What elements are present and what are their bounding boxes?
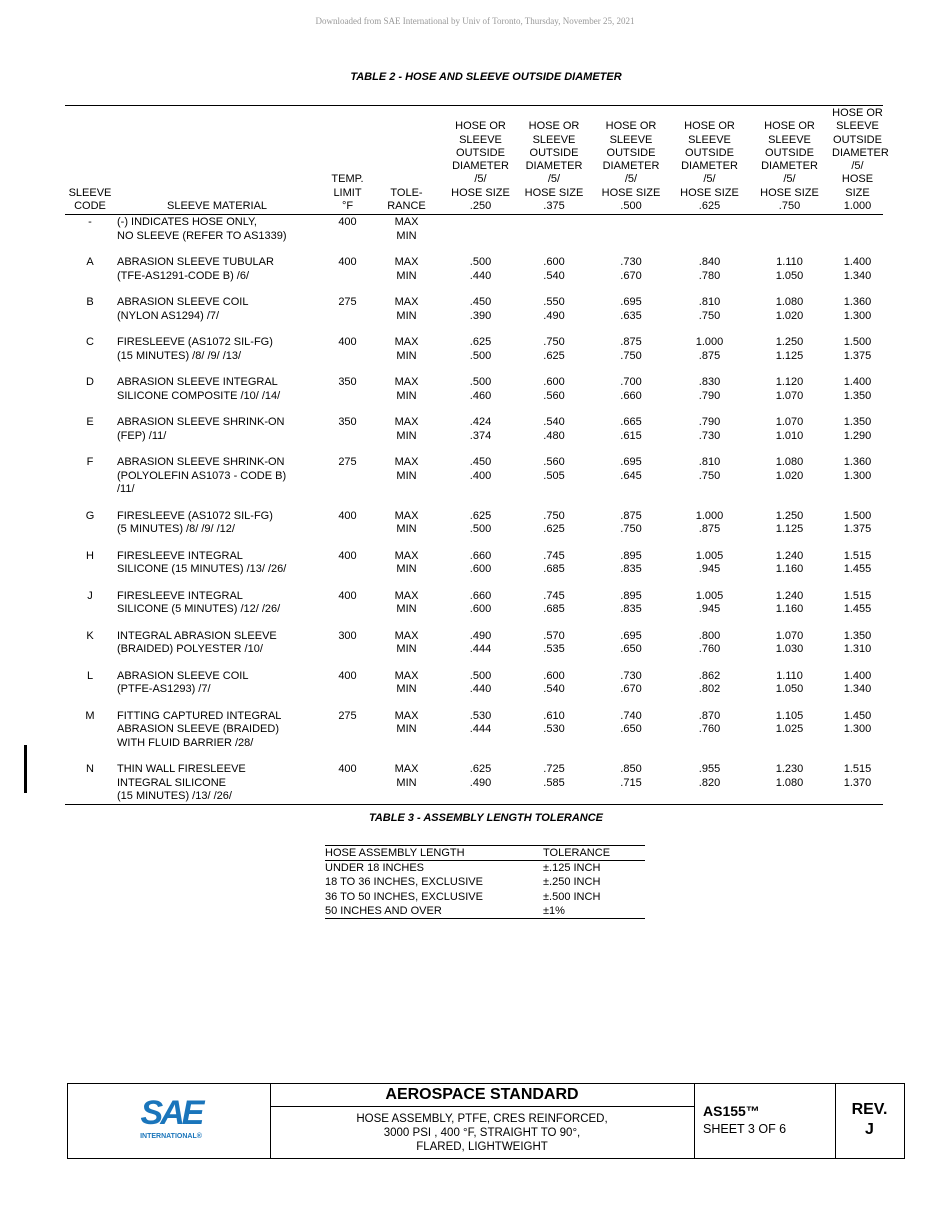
document-description: HOSE ASSEMBLY, PTFE, CRES REINFORCED, 3000 PSI , 400 °F, STRAIGHT TO 90°, FLARED, LIGHTWEIGHT [356, 1113, 608, 1153]
table3-cell-length: UNDER 18 INCHES [325, 862, 425, 874]
table2-cell-d500: .730 .670 [620, 669, 642, 696]
document-type: AEROSPACE STANDARD [270, 1084, 694, 1107]
title-block-logo-cell [68, 1084, 271, 1158]
table2-cell-code: - [88, 216, 92, 229]
table2-cell-d375: .600 .560 [543, 376, 565, 402]
table2-cell-d625 [672, 215, 747, 257]
table2-cell-material: ABRASION SLEEVE SHRINK-ON (FEP) /11/ [117, 416, 285, 442]
table2-cell-tol: MAX MIN [394, 589, 419, 616]
table2-cell-d250: .450 .400 [469, 456, 492, 482]
table2-cell-d1000 [832, 215, 883, 257]
table2-cell-code: D [86, 376, 94, 389]
header-hose-assembly-length: HOSE ASSEMBLY LENGTH [325, 846, 543, 861]
table2-row-l [65, 670, 883, 710]
table2-row-a [65, 256, 883, 296]
table2-row-g [65, 510, 883, 550]
header-hose-size-625: HOSE OR SLEEVE OUTSIDE DIAMETER /5/ HOSE SIZE .625 [672, 106, 747, 215]
table2-cell-material: FIRESLEEVE INTEGRAL SILICONE (5 MINUTES) /12/ /26/ [117, 589, 281, 616]
revision-letter: REV. J [851, 1101, 888, 1138]
table2-cell-code: F [86, 456, 94, 469]
table2-cell-code: N [65, 763, 115, 804]
table2-cell-d1000: 1.350 1.290 [843, 416, 872, 442]
table2-cell-d625: .955 .820 [672, 763, 747, 804]
table2-cell-material: (-) INDICATES HOSE ONLY, NO SLEEVE (REFER TO AS1339) [117, 216, 287, 242]
table2-cell-code: L [86, 669, 94, 682]
table2-cell-d625: 1.005 .945 [695, 589, 724, 616]
table2-cell-material: ABRASION SLEEVE SHRINK-ON (POLYOLEFIN AS1073 - CODE B) /11/ [117, 456, 287, 496]
table2-cell-d250: .625 .500 [469, 509, 492, 536]
table3-header-row [325, 846, 645, 861]
table2-cell-d750 [747, 215, 832, 257]
header-hose-size-500: HOSE OR SLEEVE OUTSIDE DIAMETER /5/ HOSE SIZE .500 [590, 106, 672, 215]
table2-cell-tol: MAX MIN [394, 709, 419, 736]
table2-cell-d500: .695 .650 [620, 629, 642, 656]
table2-row-e [65, 416, 883, 456]
table2-cell-d625: .800 .760 [698, 629, 721, 656]
table2-cell-d750: 1.110 1.050 [775, 256, 804, 282]
header-hose-size-375: HOSE OR SLEEVE OUTSIDE DIAMETER /5/ HOSE SIZE .375 [518, 106, 590, 215]
table2-cell-d750: 1.110 1.050 [775, 669, 804, 696]
table2-cell-d250: .625 .500 [469, 336, 492, 362]
table2-cell-material: ABRASION SLEEVE COIL (NYLON AS1294) /7/ [117, 296, 249, 322]
table2-cell-d375: .560 .505 [543, 456, 565, 482]
sae-logo-graphic [136, 1094, 206, 1150]
table2-cell-tol: MAX MIN [394, 669, 419, 696]
table2-cell-d625: .862 .802 [698, 669, 721, 696]
table2-cell-d500 [590, 215, 672, 257]
table2-row-n [65, 763, 883, 804]
table2-cell-d250: .500 .440 [469, 256, 492, 282]
header-hose-size-250: HOSE OR SLEEVE OUTSIDE DIAMETER /5/ HOSE SIZE .250 [443, 106, 518, 215]
table2-cell-d500: .695 .645 [620, 456, 642, 482]
download-watermark: Downloaded from SAE International by Univ of Toronto, Thursday, November 25, 2021 [315, 16, 635, 26]
table2-cell-d625: 1.005 .945 [695, 549, 724, 576]
revision-change-bar [24, 745, 27, 793]
table2-cell-d250: .660 .600 [469, 589, 492, 616]
table2-cell-d1000: 1.360 1.300 [843, 296, 872, 322]
header-sleeve-code: SLEEVE CODE [65, 106, 115, 215]
table2-row-c [65, 336, 883, 376]
table2-cell-temp: 400 [338, 549, 357, 562]
table3-row [325, 861, 645, 876]
table2-row-k [65, 630, 883, 670]
table2-cell-d375: .540 .480 [543, 416, 565, 442]
table2-row-f [65, 456, 883, 510]
table2-cell-d625: .790 .730 [698, 416, 721, 442]
table2-cell-d1000: 1.500 1.375 [843, 509, 872, 536]
table2-cell-temp: 300 [338, 629, 357, 642]
table2-cell-d375: .600 .540 [543, 256, 565, 282]
header-hose-size-1000: HOSE OR SLEEVE OUTSIDE DIAMETER /5/ HOSE SIZE 1.000 [832, 106, 883, 215]
table2-cell-code: B [86, 296, 94, 309]
header-temp-limit: TEMP. LIMIT °F [325, 106, 370, 215]
table2-cell-code: J [87, 589, 93, 602]
table2-cell-d625: 1.000 .875 [695, 336, 724, 362]
table2-cell-material: FIRESLEEVE (AS1072 SIL-FG) (5 MINUTES) /8/ /9/ /12/ [117, 509, 273, 536]
header-tolerance: TOLE- RANCE [370, 106, 443, 215]
table2-cell-material: INTEGRAL ABRASION SLEEVE (BRAIDED) POLYESTER /10/ [117, 629, 277, 656]
title-block [67, 1083, 905, 1159]
table2-cell-d250: .500 .440 [469, 669, 492, 696]
table2-cell-d750: 1.080 1.020 [775, 296, 804, 322]
table2-cell-d1000: 1.350 1.310 [843, 629, 872, 656]
table2-row-j [65, 590, 883, 630]
table2-cell-d250 [443, 215, 518, 257]
table2-header-row [65, 106, 883, 215]
table2-cell-code: A [86, 256, 94, 269]
table2-cell-d750: 1.120 1.070 [775, 376, 804, 402]
table2-cell-d250: .450 .390 [469, 296, 492, 322]
table2-cell-temp: 275 [338, 296, 357, 309]
table2-cell-d1000: 1.515 1.370 [832, 763, 883, 804]
table2-cell-d625: .840 .780 [698, 256, 721, 282]
table2-row-h [65, 550, 883, 590]
table2-cell-material: ABRASION SLEEVE COIL (PTFE-AS1293) /7/ [117, 669, 249, 696]
table2-cell-d500: .875 .750 [620, 509, 642, 536]
table2-row-b [65, 296, 883, 336]
table2-cell-d375: .600 .540 [543, 669, 565, 696]
table2-cell-tol: MAX MIN [370, 763, 443, 804]
table2-cell-temp: 400 [338, 509, 357, 522]
table2-cell-d375: .550 .490 [543, 296, 565, 322]
table2-cell-tol: MAX MIN [394, 216, 419, 242]
table3-title: TABLE 3 - ASSEMBLY LENGTH TOLERANCE [368, 812, 604, 824]
table2-cell-temp: 400 [325, 763, 370, 804]
header-sleeve-material: SLEEVE MATERIAL [115, 106, 325, 215]
table2-cell-temp: 350 [338, 376, 357, 389]
table3-cell-tolerance: ±.500 INCH [543, 890, 601, 903]
table2-cell-d1000: 1.400 1.340 [843, 669, 872, 696]
table2-cell-d625: .870 .760 [698, 709, 721, 736]
hose-sleeve-diameter-table [65, 105, 889, 805]
table2-cell-code: H [86, 549, 94, 562]
table2-cell-d500: .740 .650 [620, 709, 642, 736]
table2-cell-d1000: 1.400 1.350 [843, 376, 872, 402]
table2-cell-d750: 1.070 1.010 [775, 416, 804, 442]
table2-cell-d1000: 1.400 1.340 [843, 256, 872, 282]
table2-cell-d375: .610 .530 [543, 709, 565, 736]
table2-cell-d1000: 1.515 1.455 [843, 589, 872, 616]
table2-title: TABLE 2 - HOSE AND SLEEVE OUTSIDE DIAMETER [350, 71, 622, 83]
table2-cell-material: FITTING CAPTURED INTEGRAL ABRASION SLEEVE (BRAIDED) WITH FLUID BARRIER /28/ [117, 709, 282, 749]
table2-cell-temp: 400 [338, 669, 357, 682]
table2-cell-code: K [86, 629, 94, 642]
table2-cell-d750: 1.240 1.160 [775, 549, 804, 576]
table2-cell-d250: .660 .600 [469, 549, 492, 576]
table3-row [325, 875, 645, 889]
table2-cell-d250: .500 .460 [469, 376, 492, 402]
table2-cell-d500: .895 .835 [620, 549, 642, 576]
table3-cell-length: 36 TO 50 INCHES, EXCLUSIVE [325, 890, 483, 903]
table2-cell-tol: MAX MIN [394, 629, 419, 656]
table2-cell-d625: .830 .790 [698, 376, 721, 402]
table3-row [325, 904, 645, 919]
table3-cell-tolerance: ±.250 INCH [543, 876, 601, 889]
table3-cell-length: 18 TO 36 INCHES, EXCLUSIVE [325, 876, 483, 889]
table2-cell-d375: .725 .585 [518, 763, 590, 804]
table2-cell-d250: .424 .374 [469, 416, 492, 442]
table2-cell-d250: .625 .490 [443, 763, 518, 804]
table2-cell-material: THIN WALL FIRESLEEVE INTEGRAL SILICONE (15 MINUTES) /13/ /26/ [115, 763, 325, 804]
table2-cell-d375: .750 .625 [543, 336, 565, 362]
table2-cell-material: ABRASION SLEEVE TUBULAR (TFE-AS1291-CODE B) /6/ [117, 256, 274, 282]
table2-cell-code: G [85, 509, 95, 522]
table2-cell-d375 [518, 215, 590, 257]
table2-cell-d500: .895 .835 [620, 589, 642, 616]
table2-cell-tol: MAX MIN [394, 456, 419, 482]
table3-row [325, 890, 645, 904]
table2-cell-tol: MAX MIN [394, 336, 419, 362]
table2-cell-temp: 400 [338, 336, 357, 349]
table2-cell-temp: 350 [338, 416, 357, 429]
table2-cell-d625: .810 .750 [698, 296, 721, 322]
table2-row-none [65, 215, 883, 257]
table2-cell-d1000: 1.360 1.300 [843, 456, 872, 482]
table3-cell-tolerance: ±.125 INCH [543, 862, 601, 874]
table3-cell-length: 50 INCHES AND OVER [325, 904, 543, 919]
table2-cell-d750: 1.240 1.160 [775, 589, 804, 616]
svg-text:SAE: SAE [140, 1094, 202, 1132]
table2-cell-code: C [86, 336, 94, 349]
table2-cell-d375: .745 .685 [543, 549, 565, 576]
table2-cell-tol: MAX MIN [394, 509, 419, 536]
header-length-tolerance: TOLERANCE [543, 846, 645, 861]
table2-cell-material: FIRESLEEVE INTEGRAL SILICONE (15 MINUTES) /13/ /26/ [117, 549, 287, 576]
table2-cell-d750: 1.250 1.125 [775, 336, 804, 362]
table2-cell-temp: 400 [338, 256, 357, 269]
document-number: AS155™ [703, 1103, 760, 1119]
table2-cell-d750: 1.070 1.030 [775, 629, 804, 656]
table2-cell-code: E [86, 416, 94, 429]
table2-cell-d375: .750 .625 [543, 509, 565, 536]
table2-cell-d750: 1.080 1.020 [775, 456, 804, 482]
table2-cell-tol: MAX MIN [394, 549, 419, 576]
table2-cell-d250: .530 .444 [469, 709, 492, 736]
header-hose-size-750: HOSE OR SLEEVE OUTSIDE DIAMETER /5/ HOSE SIZE .750 [747, 106, 832, 215]
table2-cell-temp: 400 [338, 216, 357, 229]
table2-cell-d1000: 1.450 1.300 [843, 709, 872, 736]
table2-cell-d500: .700 .660 [620, 376, 642, 402]
sheet-number: SHEET 3 OF 6 [703, 1122, 787, 1136]
table2-cell-d625: 1.000 .875 [695, 509, 724, 536]
table2-cell-d500: .730 .670 [620, 256, 642, 282]
table2-cell-d1000: 1.515 1.455 [843, 549, 872, 576]
table2-cell-temp: 275 [338, 709, 357, 722]
table2-cell-d750: 1.250 1.125 [775, 509, 804, 536]
table2-cell-d375: .745 .685 [543, 589, 565, 616]
assembly-length-tolerance-table [325, 845, 645, 919]
table2-cell-d500: .850 .715 [590, 763, 672, 804]
table2-cell-d750: 1.105 1.025 [775, 709, 804, 736]
table2-cell-tol: MAX MIN [394, 256, 419, 282]
table2-cell-d750: 1.230 1.080 [747, 763, 832, 804]
table2-cell-tol: MAX MIN [394, 376, 419, 402]
table2-cell-d375: .570 .535 [543, 629, 565, 656]
table2-cell-code: M [85, 709, 95, 722]
table2-cell-material: FIRESLEEVE (AS1072 SIL-FG) (15 MINUTES) /8/ /9/ /13/ [117, 336, 273, 362]
table2-row-d [65, 376, 883, 416]
table2-cell-temp: 400 [338, 589, 357, 602]
table2-cell-material: ABRASION SLEEVE INTEGRAL SILICONE COMPOSITE /10/ /14/ [117, 376, 281, 402]
table2-cell-d500: .665 .615 [620, 416, 642, 442]
table2-cell-d625: .810 .750 [698, 456, 721, 482]
table2-cell-d1000: 1.500 1.375 [843, 336, 872, 362]
table2-row-m [65, 710, 883, 764]
table2-cell-d250: .490 .444 [469, 629, 492, 656]
table2-cell-temp: 275 [338, 456, 357, 469]
title-block-document [694, 1084, 836, 1158]
table2-cell-tol: MAX MIN [394, 416, 419, 442]
table2-cell-d500: .695 .635 [620, 296, 642, 322]
svg-text:INTERNATIONAL®: INTERNATIONAL® [140, 1133, 202, 1140]
title-block-center [270, 1084, 695, 1158]
table3-cell-tolerance: ±1% [543, 904, 645, 919]
table2-cell-d500: .875 .750 [620, 336, 642, 362]
table2-cell-tol: MAX MIN [394, 296, 419, 322]
sae-logo [136, 1094, 206, 1150]
